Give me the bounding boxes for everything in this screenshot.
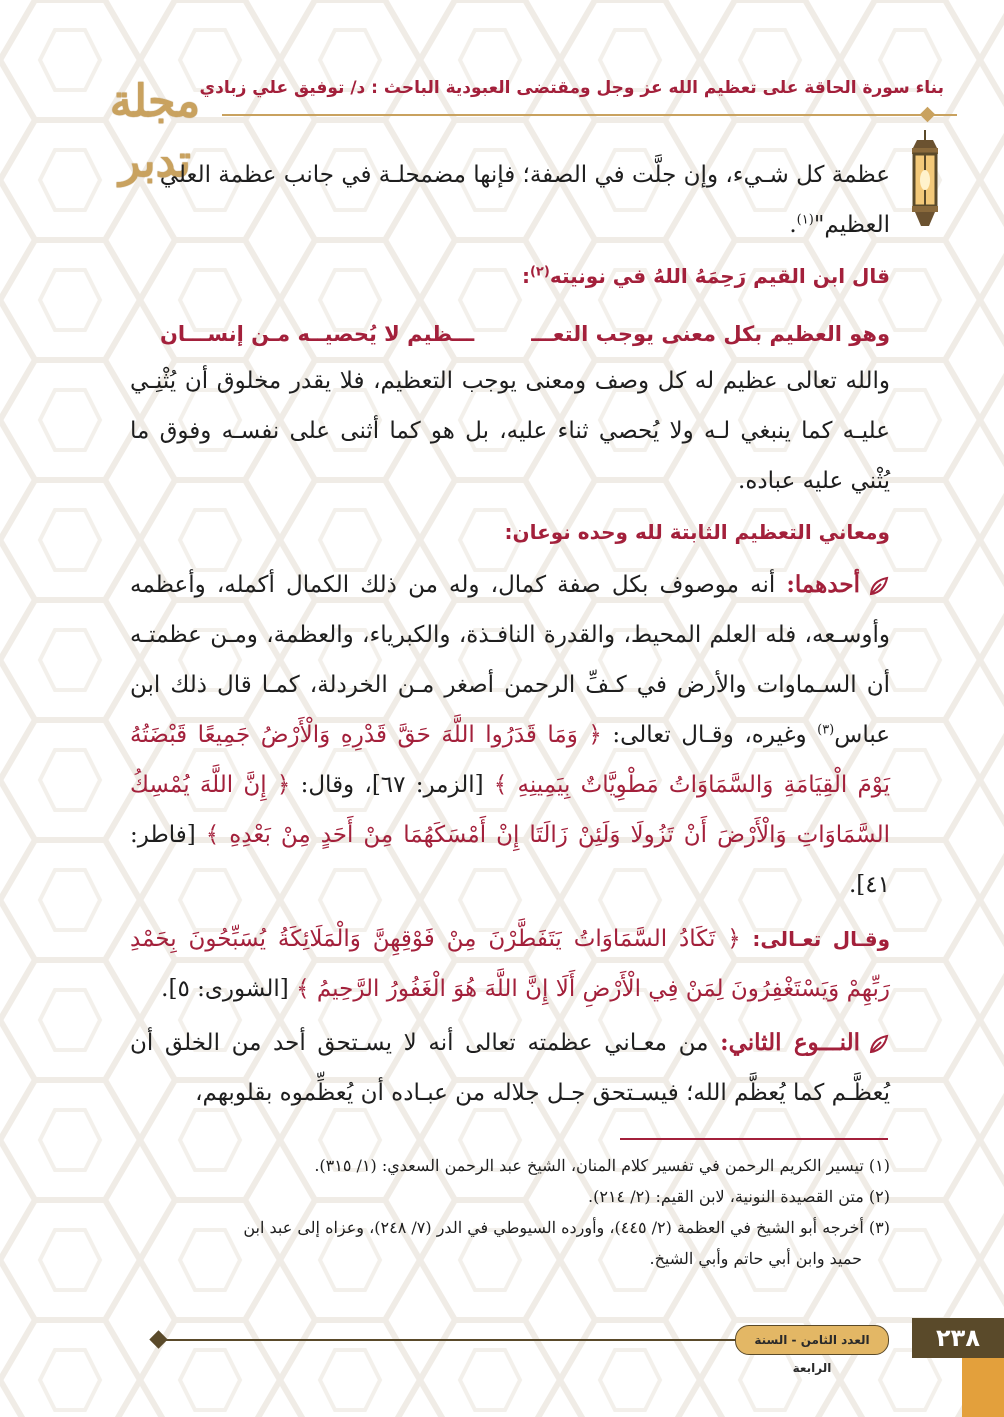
leaf-bullet-icon (868, 1033, 890, 1055)
footnote-1: (١) تيسير الكريم الرحمن في تفسير كلام المنان، الشيخ عبد الرحمن السعدي: (١/ ٣١٥). (314, 1156, 890, 1175)
footnote-3-continued: حميد وابن أبي حاتم وأبي الشيخ. (649, 1249, 862, 1268)
paragraph-2: والله تعالى عظيم له كل وصف ومعنى يوجب التعظيم، فلا يقدر مخلوق أن يُثْنِـي عليـه كما ينبغي لـه ولا يُحصي ثناء عليه، بل هو كما أثنى على نفسـه وفوق ما يُثْني عليه عباده. (130, 368, 890, 494)
page-header (0, 60, 1004, 187)
quran-verse-zumar: ﴿ وَمَا قَدَرُوا اللَّهَ حَقَّ قَدْرِهِ وَالْأَرْضُ جَمِيعًا قَبْضَتُهُ يَوْمَ الْقِيَامَةِ وَالسَّمَاوَاتُ مَطْوِيَّاتٌ بِيَمِينِهِ ﴾ (130, 722, 890, 798)
page-edge-tab (962, 1358, 1004, 1417)
said-label: وقـال تعـالى: (740, 927, 890, 951)
header-rule (222, 114, 957, 116)
poem-verse (130, 312, 890, 356)
quran-verse-shura: ﴿ تَكَادُ السَّمَاوَاتُ يَتَفَطَّرْنَ مِنْ فَوْقِهِنَّ وَالْمَلَائِكَةُ يُسَبِّحُونَ بِحَمْدِ رَبِّهِمْ وَيَسْتَغْفِرُونَ لِمَنْ فِي الْأَرْضِ أَلَا إِنَّ اللَّهَ هُوَ الْغَفُورُ الرَّحِيمُ ﴾ (130, 926, 890, 1002)
verse-first-hemistich: وهو العظيم بكل معنى يوجب التعـــ (531, 322, 890, 346)
paragraph-shura: وقـال تعـالى: ﴿ تَكَادُ السَّمَاوَاتُ يَتَفَطَّرْنَ مِنْ فَوْقِهِنَّ وَالْمَلَائِكَةُ يُسَبِّحُونَ بِحَمْدِ رَبِّهِمْ وَيَسْتَغْفِرُونَ لِمَنْ فِي الْأَرْضِ أَلَا إِنَّ اللَّهَ هُوَ الْغَفُورُ الرَّحِيمُ ﴾ [الشورى: ٥]. (130, 926, 890, 1002)
second-type-label: النـــوع الثاني: (720, 1029, 860, 1056)
quran-verse-fatir: ﴿ إِنَّ اللَّهَ يُمْسِكُ السَّمَاوَاتِ وَالْأَرْضَ أَنْ تَزُولَا وَلَئِنْ زَالَتَا إِنْ أَمْسَكَهُمَا مِنْ أَحَدٍ مِنْ بَعْدِهِ ﴾ (130, 772, 890, 848)
paragraph-first-type: أحدهما: أنه موصوف بكل صفة كمال، وله من ذلك الكمال أكمله، وأعظمه وأوسـعه، فله العلم المحيط، والقدرة النافـذة، والكبرياء، والعظمة، ومـن عظمتـه أن السـماوات والأرض في كـفِّ الرحمن أصغر مـن الخردلة، كمـا قال ذلك ابن عباس$^{(٣)}$ وغيره، وقـال تعالى: ﴿ وَمَا قَدَرُوا اللَّهَ حَقَّ قَدْرِهِ وَالْأَرْضُ جَمِيعًا قَبْضَتُهُ يَوْمَ الْقِيَامَةِ وَالسَّمَاوَاتُ مَطْوِيَّاتٌ بِيَمِينِهِ ﴾ [الزمر: ٦٧]، وقال: ﴿ إِنَّ اللَّهَ يُمْسِكُ السَّمَاوَاتِ وَالْأَرْضَ أَنْ تَزُولَا وَلَئِنْ زَالَتَا إِنْ أَمْسَكَهُمَا مِنْ أَحَدٍ مِنْ بَعْدِهِ ﴾ [فاطر: ٤١]. (130, 571, 890, 898)
paragraph-1: عظمة كل شـيء، وإن جلَّت في الصفة؛ فإنها مضمحلـة في جانب عظمة العلي العظيم"$^{(١)}$. (159, 162, 890, 238)
magazine-logo: مجلة تدبر (109, 76, 201, 187)
footnote-ref-1[interactable]: (١) (796, 212, 814, 228)
footnote-separator (620, 1138, 888, 1140)
main-text (130, 150, 890, 1118)
running-title: بناء سورة الحاقة على تعظيم الله عز وجل ومقتضى العبودية الباحث : د/ توفيق علي زبادي (199, 78, 944, 98)
paragraph-second-type: النـــوع الثاني: من معـاني عظمته تعالى أنه لا يسـتحق أحد من الخلق أن يُعظَّـم كما يُعظَّم الله؛ فيسـتحق جـل جلاله من عبـاده أن يُعظِّموه بقلوبهم، (130, 1029, 890, 1106)
footer-rule (160, 1339, 740, 1341)
verse-second-hemistich: ـــظيم لا يُحصيــه مـن إنســـان (160, 322, 475, 346)
lantern-icon (903, 130, 947, 230)
first-type-label: أحدهما: (786, 571, 860, 598)
footer-diamond-ornament (149, 1330, 167, 1348)
leaf-bullet-icon (868, 575, 890, 597)
footnote-ref-3[interactable]: (٣) (817, 722, 835, 738)
footnote-2: (٢) متن القصيدة النونية، لابن القيم: (٢/ ٢١٤). (588, 1187, 890, 1206)
section-heading-types: ومعاني التعظيم الثابتة لله وحده نوعان: (504, 520, 890, 544)
footnote-3: (٣) أخرجه أبو الشيخ في العظمة (٢/ ٤٤٥)، وأورده السيوطي في الدر (٧/ ٢٤٨)، وعزاه إلى عبد ابن (243, 1218, 890, 1237)
header-diamond-ornament (920, 107, 936, 123)
issue-badge: العدد الثامن - السنة الرابعة (735, 1325, 889, 1355)
section-heading-nuniyya: قال ابن القيم رَحِمَهُ اللهُ في نونيته$^{(٢)}$: (521, 264, 890, 288)
page-number: ٢٣٨ (912, 1318, 1004, 1358)
footnotes (130, 1150, 890, 1274)
page-footer (0, 1318, 1004, 1375)
footnote-ref-2[interactable]: (٢) (529, 264, 550, 280)
